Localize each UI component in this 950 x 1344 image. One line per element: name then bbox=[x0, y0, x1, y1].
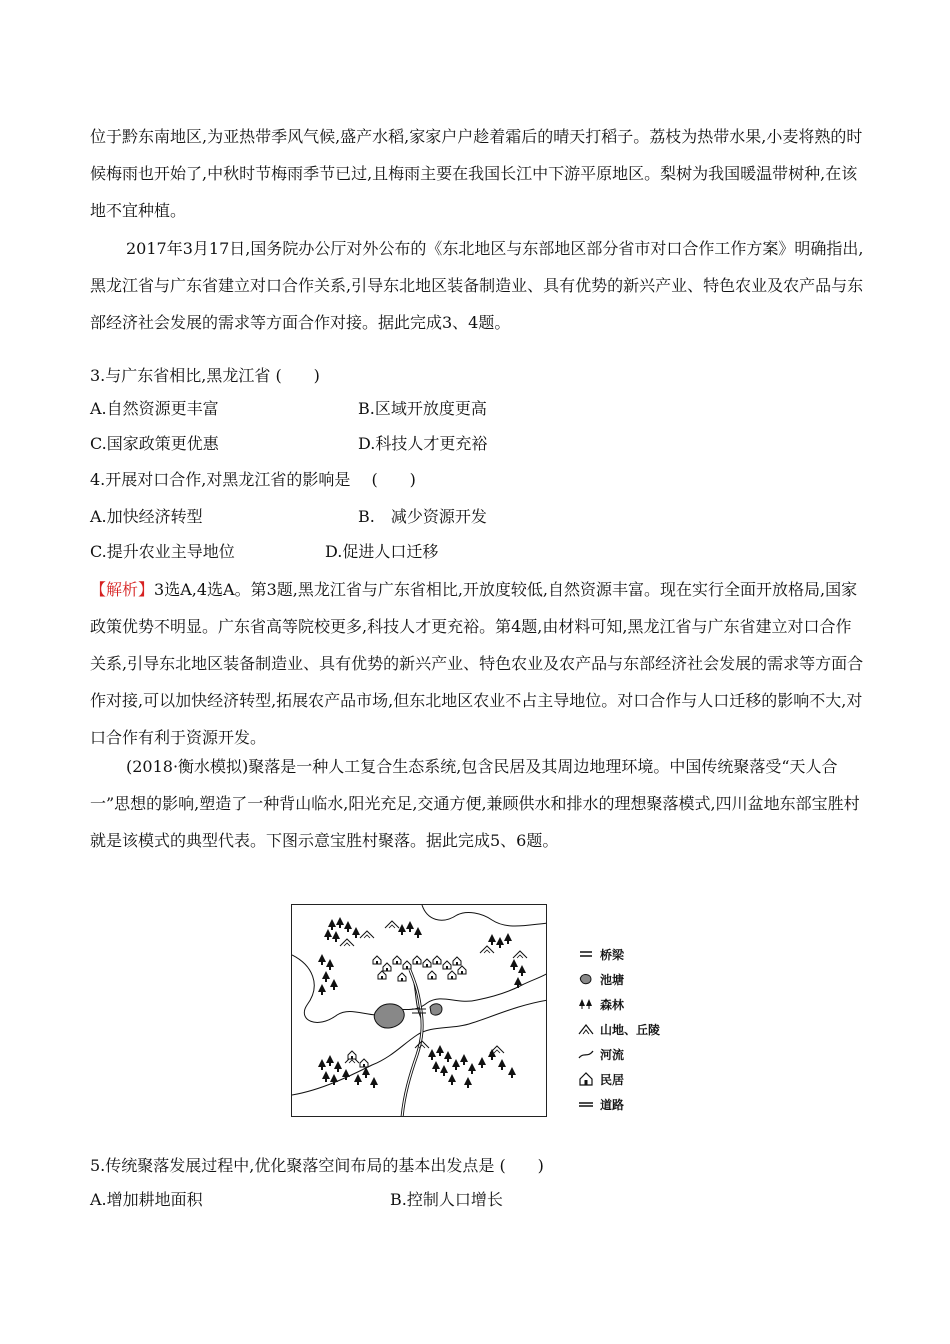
analysis-tag: 【解析】 bbox=[90, 580, 155, 599]
legend-item-bridge: 桥梁 bbox=[578, 944, 624, 964]
pond-icon bbox=[578, 971, 594, 987]
tree-icon bbox=[578, 996, 594, 1012]
paragraph-2: 2017年3月17日,国务院办公厅对外公布的《东北地区与东部地区部分省市对口合作工作方案》明确指出,黑龙江省与广东省建立对口合作关系,引导东北地区装备制造业、具有优势的新兴产业、特色农业及农产品与东部经济社会发展的需求等方面合作对接。据此完成3、4题。 bbox=[90, 239, 864, 332]
analysis-text: 3选A,4选A。第3题,黑龙江省与广东省相比,开放度较低,自然资源丰富。现在实行全面开放格局,国家政策优势不明显。广东省高等院校更多,科技人才更充裕。第4题,由材料可知,黑龙江省与广东省建立对口合作关系,引导东北地区装备制造业、具有优势的新兴产业、特色农业及农产品与东部经济社会发展的需求等方面合作对接,可以加快经济转型,拓展农产品市场,但东北地区农业不占主导地位。对口合作与人口迁移的影响不大,对口合作有利于资源开发。 bbox=[90, 580, 864, 747]
question-4-stem: 4.开展对口合作,对黑龙江省的影响是 ( ) bbox=[90, 470, 416, 489]
bridge-icon bbox=[578, 946, 594, 962]
question-4-option-d: D.促进人口迁移 bbox=[325, 542, 439, 561]
question-5-option-a: A.增加耕地面积 bbox=[90, 1190, 203, 1209]
legend-item-road: 道路 bbox=[578, 1094, 624, 1114]
mountain-icon bbox=[578, 1021, 594, 1037]
question-4-option-b: B. 减少资源开发 bbox=[358, 507, 487, 526]
question-3-option-b: B.区域开放度更高 bbox=[358, 399, 487, 418]
legend-item-hill: 山地、丘陵 bbox=[578, 1019, 660, 1039]
legend-item-river: 河流 bbox=[578, 1044, 624, 1064]
question-3-option-d: D.科技人才更充裕 bbox=[358, 434, 488, 453]
house-icon bbox=[578, 1071, 594, 1087]
forest-cluster-top-left bbox=[318, 917, 360, 995]
road-icon bbox=[578, 1096, 594, 1112]
question-3-option-c: C.国家政策更优惠 bbox=[90, 434, 219, 453]
legend-item-house: 民居 bbox=[578, 1069, 624, 1089]
question-3-stem: 3.与广东省相比,黑龙江省 ( ) bbox=[90, 366, 320, 385]
river-icon bbox=[578, 1046, 594, 1062]
paragraph-1: 位于黔东南地区,为亚热带季风气候,盛产水稻,家家户户趁着霜后的晴天打稻子。荔枝为热带水果,小麦将熟的时候梅雨也开始了,中秋时节梅雨季节已过,且梅雨主要在我国长江中下游平原地区。梨树为我国暖温带树种,在该地不宜种植。 bbox=[90, 127, 863, 220]
village-houses bbox=[348, 956, 466, 1067]
question-5-stem: 5.传统聚落发展过程中,优化聚落空间布局的基本出发点是 ( ) bbox=[90, 1156, 544, 1175]
question-3-option-a: A.自然资源更丰富 bbox=[90, 399, 219, 418]
analysis-paragraph bbox=[90, 571, 865, 756]
settlement-map-drawing bbox=[292, 905, 547, 1117]
question-4-option-c: C.提升农业主导地位 bbox=[90, 542, 235, 561]
legend-item-pond: 池塘 bbox=[578, 969, 624, 989]
forest-cluster-top-right bbox=[398, 921, 526, 988]
paragraph-3: (2018·衡水模拟)聚落是一种人工复合生态系统,包含民居及其周边地理环境。中国传统聚落受“天人合一”思想的影响,塑造了一种背山临水,阳光充足,交通方便,兼顾供水和排水的理想聚落模式,四川盆地东部宝胜村就是该模式的典型代表。下图示意宝胜村聚落。据此完成5、6题。 bbox=[90, 757, 860, 850]
question-4-option-a: A.加快经济转型 bbox=[90, 507, 203, 526]
settlement-map bbox=[291, 904, 547, 1117]
question-5-option-b: B.控制人口增长 bbox=[390, 1190, 503, 1209]
legend-item-forest: 森林 bbox=[578, 994, 624, 1014]
